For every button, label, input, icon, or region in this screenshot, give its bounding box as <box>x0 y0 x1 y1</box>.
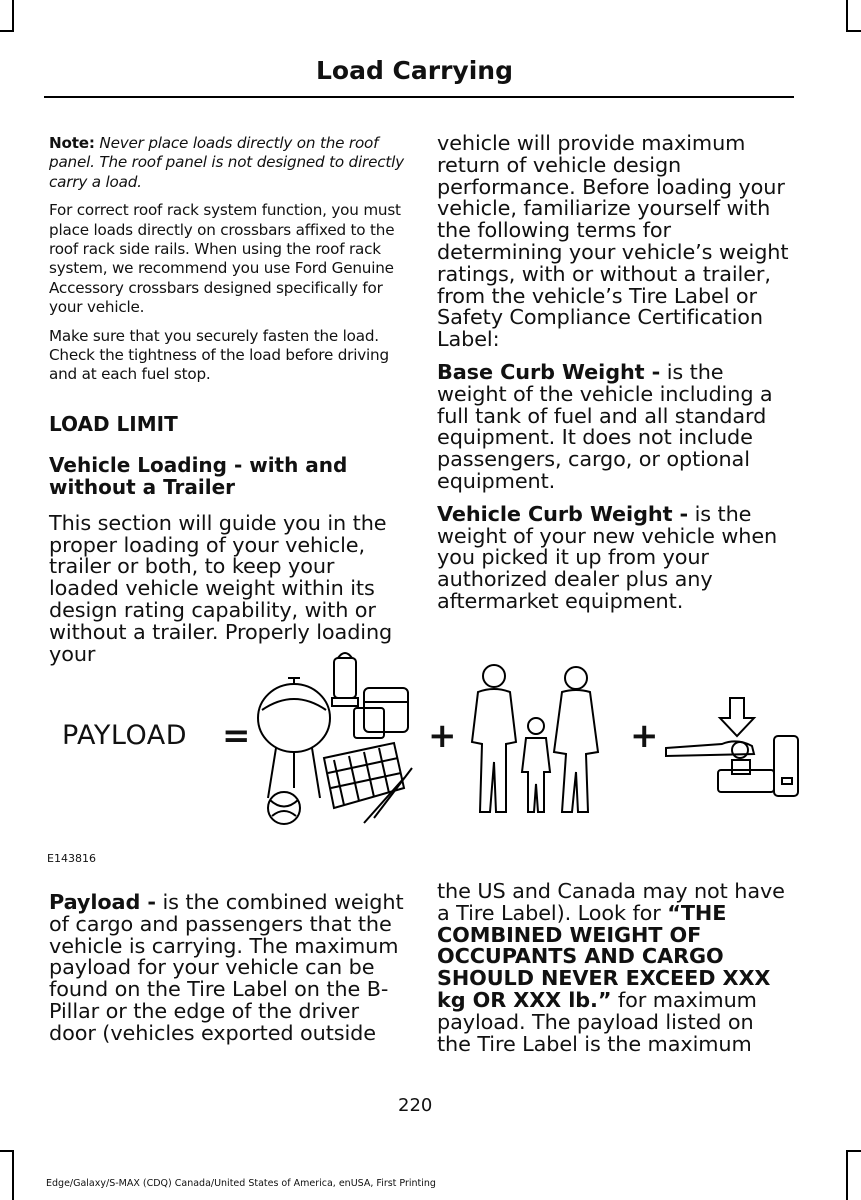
tire-label-paragraph <box>437 881 793 1055</box>
crop-mark-bottom-left-h <box>0 1150 14 1152</box>
header-rule <box>44 96 794 98</box>
payload-illustration <box>44 640 804 830</box>
fasten-paragraph: Make sure that you securely fasten the load. Check the tightness of the load before driving and at each fuel stop. <box>49 326 389 384</box>
plus-sign-2: + <box>630 716 659 756</box>
right-column-top <box>437 133 793 613</box>
payload-term-text: is the combined weight of cargo and passengers that the vehicle is carrying. The maximum payload for your vehicle can be found on the Tire Label on the B-Pillar or the edge of the driver door (vehicles exported outside <box>49 890 404 1045</box>
crop-mark-bottom-left <box>12 1150 14 1200</box>
passengers-icon <box>466 662 606 827</box>
payload-paragraph <box>49 892 405 1045</box>
combined-weight-quote: “THE COMBINED WEIGHT OF OCCUPANTS AND CARGO SHOULD NEVER EXCEED XXX kg OR XXX lb.” <box>437 900 771 1012</box>
base-curb-weight-paragraph <box>437 359 793 493</box>
page-title: Load Carrying <box>315 56 513 85</box>
note-paragraph <box>49 134 405 192</box>
cargo-icon <box>254 648 414 828</box>
left-column-bottom <box>49 892 405 1045</box>
note-text: Never place loads directly on the roof panel. The roof panel is not designed to directly carry a load. <box>49 134 404 191</box>
tire-label-text-a: the US and Canada may not have a Tire Label). Look for <box>437 879 785 925</box>
guide-paragraph: This section will guide you in the proper loading of your vehicle, trailer or both, to keep your loaded vehicle weight within its design rating capability, with or without a trailer. Properly loading your <box>49 510 393 666</box>
crop-mark-bottom-right <box>846 1150 848 1200</box>
base-curb-weight-label: Base Curb Weight - <box>437 359 661 384</box>
right-column-bottom <box>437 881 793 1055</box>
base-curb-weight-text: is the weight of the vehicle including a full tank of fuel and all standard equipment. It does not include passengers, cargo, or optional equipment. <box>437 359 773 493</box>
crop-mark-bottom-right-h <box>846 1150 861 1152</box>
roof-rack-paragraph: For correct roof rack system function, you must place loads directly on crossbars affixed to the roof rack side rails. When using the roof rack system, we recommend you use Ford Genuine Accessory crossbars designed specifically for your vehicle. <box>49 201 401 317</box>
crop-mark-top-right-h <box>846 30 861 32</box>
note-label: Note: <box>49 134 95 152</box>
crop-mark-top-left-h <box>0 30 14 32</box>
equals-sign: = <box>222 716 251 756</box>
vehicle-loading-heading: Vehicle Loading - with and without a Trailer <box>49 452 348 499</box>
crop-mark-top-right <box>846 0 848 30</box>
trailer-hitch-icon <box>662 694 802 804</box>
tire-label-text-b: for maximum payload. The payload listed on the Tire Label is the maximum <box>437 987 757 1056</box>
left-column-top <box>49 134 405 665</box>
figure-id: E143816 <box>47 852 96 865</box>
page-number: 220 <box>398 1095 433 1116</box>
crop-mark-top-left <box>12 0 14 30</box>
ratings-paragraph: vehicle will provide maximum return of vehicle design performance. Before loading your vehicle, familiarize yourself with the following terms for determining your vehicle’s weight ratings, with or without a trailer, from the vehicle’s Tire Label or Safety Compliance Certification Label: <box>437 131 789 352</box>
payload-label: PAYLOAD <box>62 720 188 751</box>
payload-term-label: Payload - <box>49 890 156 914</box>
vehicle-curb-weight-text: is the weight of your new vehicle when you picked it up from your authorized dealer plus any aftermarket equipment. <box>437 501 778 613</box>
print-footer: Edge/Galaxy/S-MAX (CDQ) Canada/United States of America, enUSA, First Printing <box>46 1178 436 1189</box>
plus-sign-1: + <box>428 716 457 756</box>
vehicle-curb-weight-label: Vehicle Curb Weight - <box>437 501 689 526</box>
load-limit-heading: LOAD LIMIT <box>49 411 178 436</box>
vehicle-curb-weight-paragraph <box>437 501 793 613</box>
